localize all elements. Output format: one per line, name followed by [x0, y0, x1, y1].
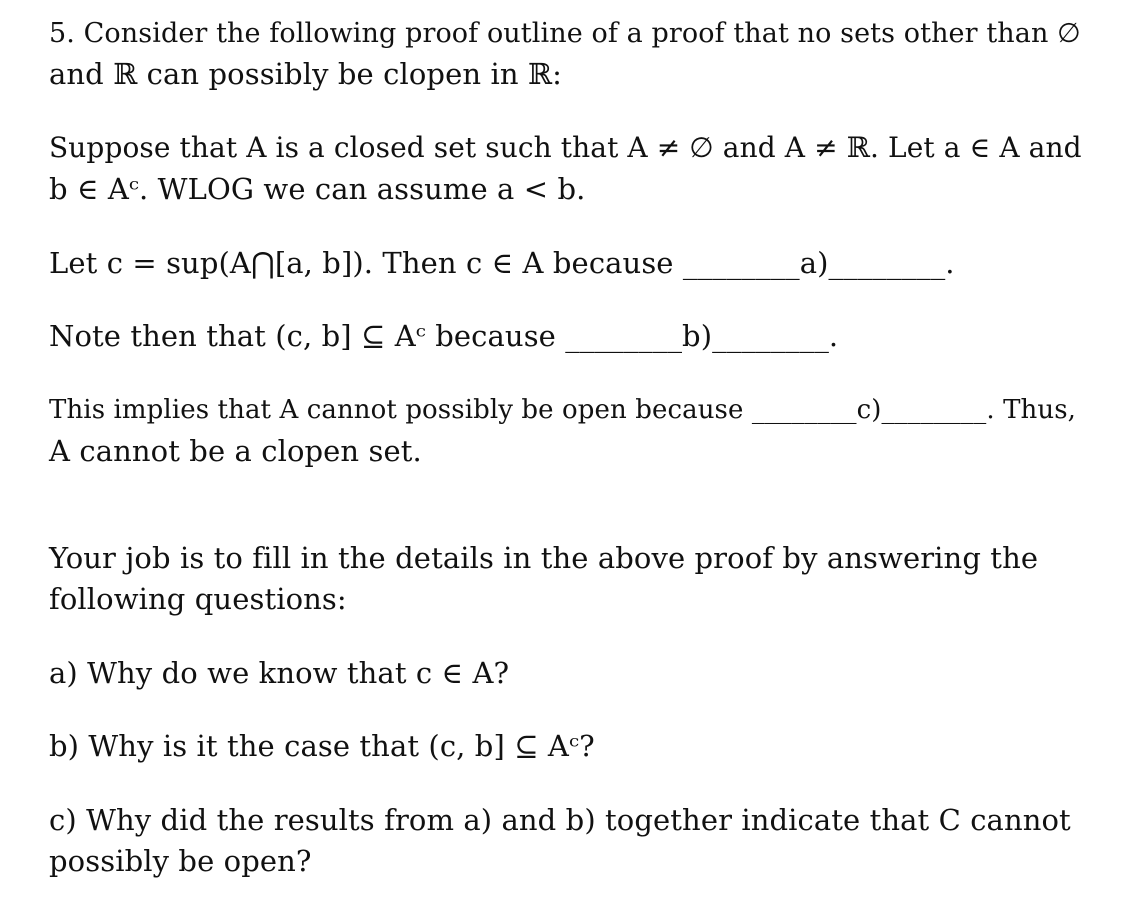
instructions-line-1: Your job is to fill in the details in the above proof by answering the — [49, 541, 1039, 575]
intro-line-1: 5. Consider the following proof outline of a proof that no sets other than ∅ — [49, 18, 1081, 49]
question-c-line-1: c) Why did the results from a) and b) together indicate that C cannot — [49, 803, 1071, 837]
question-b: b) Why is it the case that (c, b] ⊆ Aᶜ? — [49, 729, 595, 763]
question-a: a) Why do we know that c ∈ A? — [49, 656, 510, 690]
let-c-line: Let c = sup(A⋂[a, b]). Then c ∈ A because ________a)________. — [49, 246, 955, 280]
implies-line-1: This implies that A cannot possibly be open because ________c)________. Thus, — [49, 395, 1077, 425]
suppose-line-1: Suppose that A is a closed set such that A ≠ ∅ and A ≠ ℝ. Let a ∈ A and — [49, 131, 1082, 164]
instructions-line-2: following questions: — [49, 582, 347, 616]
note-line: Note then that (c, b] ⊆ Aᶜ because ________b)________. — [49, 319, 839, 353]
implies-line-2: A cannot be a clopen set. — [49, 434, 422, 468]
intro-line-2: and ℝ can possibly be clopen in ℝ: — [49, 57, 562, 91]
suppose-line-2: b ∈ Aᶜ. WLOG we can assume a < b. — [49, 172, 586, 206]
question-c-line-2: possibly be open? — [49, 844, 312, 878]
